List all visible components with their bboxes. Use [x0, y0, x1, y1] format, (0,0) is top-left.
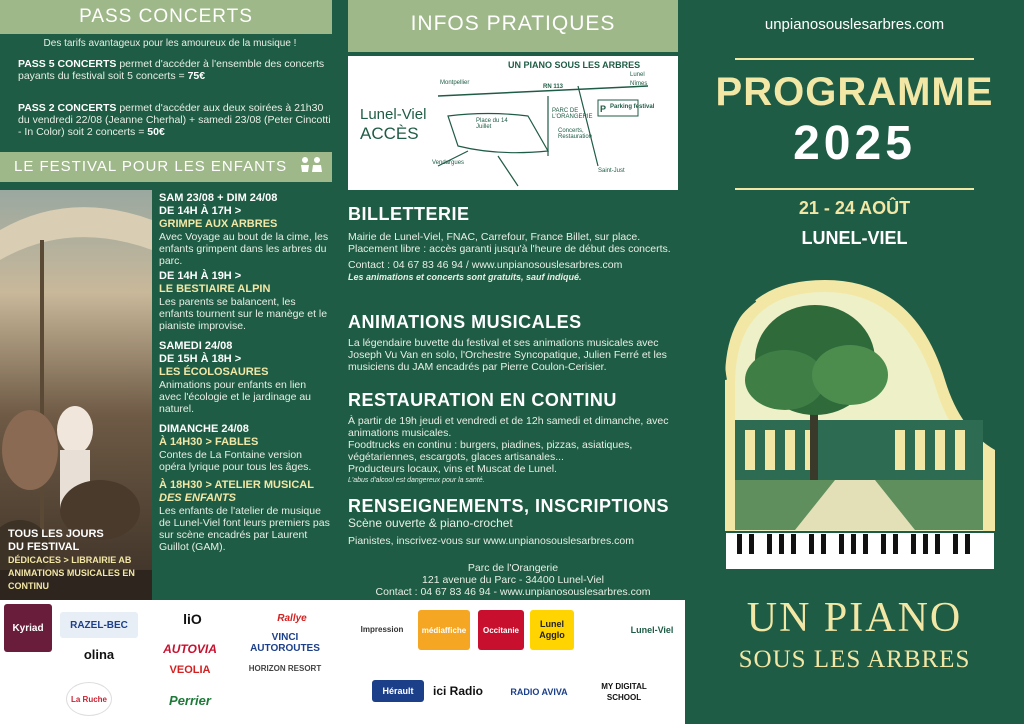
pass2-head: PASS 2 CONCERTS	[18, 102, 117, 114]
sponsor-laruche-logo: La Ruche	[66, 682, 112, 716]
sponsor-mydigital-logo: MY DIGITAL SCHOOL	[601, 682, 647, 702]
sponsor-lunel-agglo-logo: Lunel Agglo	[530, 610, 574, 650]
kids-time-3b: À 18H30 > ATELIER MUSICAL	[159, 479, 314, 491]
billetterie	[348, 204, 678, 283]
pass-subtitle: Des tarifs avantageux pour les amoureux de la musique !	[43, 38, 297, 49]
kids-date-1: SAM 23/08 + DIM 24/08	[159, 192, 278, 204]
map-label-8: Vendargues	[432, 160, 465, 166]
piano-tree-illustration	[715, 270, 1005, 582]
map-label-9: Saint-Just	[598, 168, 625, 174]
cover-brand-1: UN PIANO	[746, 595, 963, 641]
map-label-6: PARC DE L'ORANGERIE	[552, 108, 593, 120]
address	[348, 562, 678, 598]
sponsor-lio-logo: liO	[183, 610, 202, 627]
kids-time-3: À 14H30 > FABLES	[159, 436, 259, 448]
everyday-1: TOUS LES JOURS	[8, 528, 104, 540]
pass5-price: 75€	[187, 70, 206, 82]
kids-txt-3: Contes de La Fontaine version opéra lyrique pour tous les âges.	[159, 449, 312, 473]
kids-act-1: GRIMPE AUX ARBRES	[159, 218, 278, 230]
sponsor-aviva-logo: RADIO AVIVA	[510, 686, 568, 697]
sponsor-rallye-logo: Rallye	[277, 612, 307, 624]
map-label-1: Montpellier	[440, 80, 470, 86]
anim-title: ANIMATIONS MUSICALES	[348, 312, 582, 332]
resto-3: Producteurs locaux, vins et Muscat de Lunel.	[348, 463, 557, 475]
bill-1: Mairie de Lunel-Viel, FNAC, Carrefour, France Billet, sur place.	[348, 231, 641, 243]
pass5-body: permet d'accéder à l'ensemble des concerts payants du festival soit 5 concerts =	[18, 58, 325, 82]
children-icon	[298, 156, 324, 189]
cover-brand-2: SOUS LES ARBRES	[738, 646, 971, 673]
sponsor-impression-logo: Impression	[360, 624, 404, 634]
kids-time-1: DE 14H À 17H >	[159, 205, 242, 217]
kids-time-2: DE 15H À 18H >	[159, 353, 242, 365]
svg-text:P: P	[600, 104, 607, 114]
pass2-price: 50€	[147, 126, 165, 138]
cover-place: LUNEL-VIEL	[801, 228, 908, 248]
kids-title-band	[0, 152, 332, 182]
pass2-body: permet d'accéder aux deux soirées à 21h30 du vendredi 22/08 (Jeanne Cherhal) + samedi 23/08 (Peter Cincotti - In Color) soit 2 concerts =	[18, 102, 331, 138]
kids-everyday	[8, 528, 158, 593]
pass-title: PASS CONCERTS	[79, 6, 253, 27]
map-city: Lunel-Viel	[360, 106, 427, 123]
sponsor-lunelviel-logo: Lunel-Viel	[630, 624, 674, 635]
bill-4: Les animations et concerts sont gratuits, sauf indiqué.	[348, 272, 582, 282]
sponsor-autovia-logo: AUTOVIA	[163, 641, 217, 656]
kids-txt-2: Animations pour enfants en lien avec l'écologie et le jardinage au naturel.	[159, 379, 312, 415]
map-label-3: Nîmes	[630, 81, 648, 87]
cover-dates: 21 - 24 AOÛT	[798, 198, 911, 218]
map-label-5: Place du 14 Juillet	[476, 118, 508, 130]
everyday-2: DU FESTIVAL	[8, 541, 80, 553]
rens-txt: Pianistes, inscrivez-vous sur www.unpianosouslesarbres.com	[348, 535, 634, 547]
bill-3: Contact : 04 67 83 46 94 / www.unpianosouslesarbres.com	[348, 259, 623, 271]
access-map	[348, 56, 678, 190]
pass5-head: PASS 5 CONCERTS	[18, 58, 117, 70]
sponsor-ici-logo: ici Radio	[432, 683, 483, 698]
sponsor-herault-logo: Hérault	[372, 680, 424, 702]
panel-cover	[685, 0, 1024, 724]
kids-program	[159, 192, 331, 553]
resto-1: À partir de 19h jeudi et vendredi et de 12h samedi et dimanche, avec animations musicales.	[348, 415, 669, 439]
resto-4: L'abus d'alcool est dangereux pour la santé.	[348, 477, 485, 484]
kids-date-3: DIMANCHE 24/08	[159, 423, 249, 435]
sponsor-kyriad-logo: Kyriad	[4, 604, 52, 652]
map-access: ACCÈS	[360, 124, 419, 143]
grand-piano-icon	[715, 270, 1005, 582]
kids-act-3b: DES ENFANTS	[159, 492, 237, 504]
map-label-7: Parking festival	[610, 104, 655, 110]
kids-act-2: LES ÉCOLOSAURES	[159, 366, 269, 378]
sponsor-horizon-logo: HORIZON RESORT	[248, 663, 322, 673]
anim-txt: La légendaire buvette du festival et ses animations musicales avec Joseph Vu Van en solo, l'Orchestre Syncopatique, Julien Ferré et les musiciens du JAM encadrés par Pierre Coulon-Cerisier.	[348, 337, 667, 373]
addr-1: Parc de l'Orangerie	[467, 562, 559, 574]
bill-title: BILLETTERIE	[348, 204, 470, 224]
kids-txt-1: Avec Voyage au bout de la cime, les enfants grimpent dans les arbres du parc.	[159, 231, 329, 267]
kids-title: LE FESTIVAL POUR LES ENFANTS	[14, 158, 288, 175]
everyday-3: DÉDICACES > LIBRAIRIE AB	[8, 555, 132, 565]
restauration	[348, 390, 678, 487]
map-label-2: Lunel	[630, 72, 645, 78]
infos-title: INFOS PRATIQUES	[410, 12, 616, 35]
cover-rule-top	[735, 58, 974, 60]
sponsor-vinci-logo: VINCI AUTOROUTES	[250, 632, 320, 654]
cover-url: unpianosouslesarbres.com	[764, 16, 945, 33]
infos-title-band	[348, 0, 678, 52]
cover-rule-bottom	[735, 188, 974, 190]
sponsor-occitanie-logo: Occitanie	[478, 610, 524, 650]
animations	[348, 312, 678, 373]
map-label-4: RN 113	[543, 84, 564, 90]
kids-txt-1b: Les parents se balancent, les enfants tournent sur le manège et le pianiste improvise.	[159, 296, 328, 332]
sponsor-perrier-logo: Perrier	[169, 692, 211, 708]
kids-time-1b: DE 14H À 19H >	[159, 270, 242, 282]
rens-title: RENSEIGNEMENTS, INSCRIPTIONS	[348, 496, 670, 516]
cover-year: 2025	[793, 117, 916, 170]
sponsor-strip	[0, 600, 685, 724]
pass-title-band	[0, 0, 332, 34]
kids-txt-3b: Les enfants de l'atelier de musique de Lunel-Viel font leurs premiers pas sur scène encadrés par Laurent Guillot (GAM).	[159, 505, 330, 553]
rens-sub: Scène ouverte & piano-crochet	[348, 516, 513, 530]
sponsor-razel-logo: RAZEL-BEC	[60, 612, 138, 638]
bill-2: Placement libre : accès garanti jusqu'à l'heure de début des concerts.	[348, 243, 671, 255]
pass2-text	[18, 102, 334, 138]
kids-date-2: SAMEDI 24/08	[159, 340, 233, 352]
sponsor-veolia-logo: VEOLIA	[169, 663, 211, 676]
pass5-text	[18, 58, 334, 82]
resto-title: RESTAURATION EN CONTINU	[348, 390, 617, 410]
everyday-4: ANIMATIONS MUSICALES EN CONTINU	[8, 568, 135, 591]
sponsor-mediaffiche-logo: médiaffiche	[418, 610, 470, 650]
renseignements	[348, 496, 678, 547]
resto-2: Foodtrucks en continu : burgers, piadines, pizzas, asiatiques, végétariennes, escargots, glaces artisanales...	[348, 439, 633, 463]
map-label-10: Concerts, Restauration	[558, 128, 593, 140]
addr-2: 121 avenue du Parc - 34400 Lunel-Viel	[422, 574, 604, 586]
sponsor-olina-logo: olina	[83, 646, 115, 662]
addr-3: Contact : 04 67 83 46 94 - www.unpianosouslesarbres.com	[375, 586, 651, 598]
map-title: UN PIANO SOUS LES ARBRES	[508, 60, 641, 70]
cover-programme: PROGRAMME	[715, 70, 994, 114]
kids-act-1b: LE BESTIAIRE ALPIN	[159, 283, 271, 295]
